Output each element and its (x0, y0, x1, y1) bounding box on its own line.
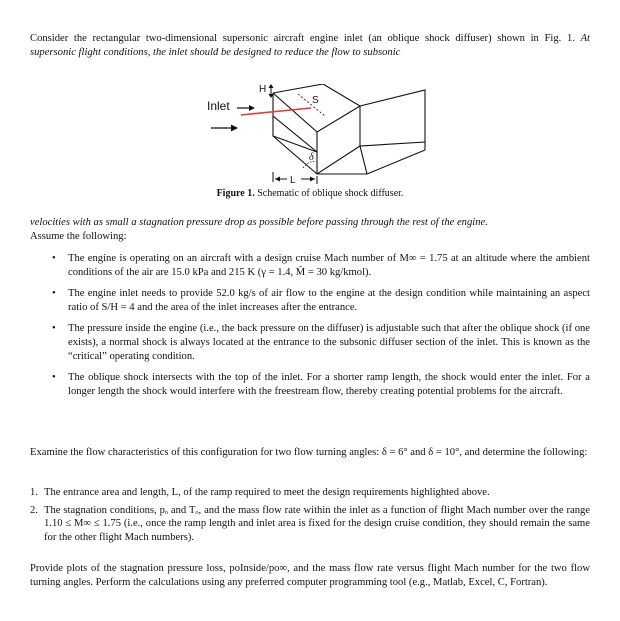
assumptions-list (30, 252, 590, 406)
assume-heading: Assume the following: (30, 230, 127, 242)
figure-caption-number: Figure 1. (216, 188, 255, 199)
bullet-icon: • (52, 323, 56, 335)
list-item (30, 504, 590, 545)
inlet-pointer-arrow-icon (237, 105, 255, 111)
assumption-text: The pressure inside the engine (i.e., the back pressure on the diffuser) is adjustable such that after the oblique shock (if one exists), a normal shock is always located at the entrance to the subsonic diffuser section of the inlet. This is known as the “critical” operating condition. (68, 323, 590, 362)
tasks-list (30, 486, 590, 548)
length-label: L (290, 175, 296, 184)
intro-paragraph (30, 32, 590, 59)
list-item (30, 322, 590, 363)
inflow-arrow-icon (211, 125, 238, 132)
task-number: 1. (30, 487, 38, 498)
continuation-italic-text: velocities with as small a stagnation pressure drop as possible before passing through the rest of the engine. (30, 217, 488, 228)
inlet-label: Inlet (207, 99, 230, 113)
list-item (30, 287, 590, 314)
bullet-icon: • (52, 372, 56, 384)
bullet-icon: • (52, 253, 56, 264)
bullet-icon: • (52, 288, 56, 300)
figure-caption (0, 187, 620, 201)
delta-label: δ (309, 152, 314, 163)
span-label: S (312, 95, 319, 106)
assumption-text: The engine inlet needs to provide 52.0 kg/s of air flow to the engine at the design condition while maintaining an aspect ratio of S/H = 4 and the area of the inlet increases after the entrance. (68, 288, 590, 313)
intro-text: Consider the rectangular two-dimensional supersonic aircraft engine inlet (an oblique shock diffuser) shown in Fig. 1. (30, 33, 581, 44)
examine-paragraph: Examine the flow characteristics of this configuration for two flow turning angles: δ = 6° and δ = 10°, and determine the following: (30, 447, 588, 458)
assumption-text: The engine is operating on an aircraft with a design cruise Mach number of M∞ = 1.75 at an altitude where the ambient conditions of the air are 15.0 kPa and 215 K (γ = 1.4, M̄ = 30 kg/kmol). (68, 253, 590, 278)
assumption-text: The oblique shock intersects with the top of the inlet. For a shorter ramp length, the shock would enter the inlet. For a longer length the shock would interfere with the freestream flow, thereby creating potential problems for the aircraft. (68, 372, 590, 397)
figure-caption-text: Schematic of oblique shock diffuser. (254, 188, 404, 199)
list-item (30, 371, 590, 398)
task-text: The stagnation conditions, pₒ and Tₒ, and the mass flow rate within the inlet as a function of flight Mach number over the range 1.10 ≤ M∞ ≤ 1.75 (i.e., once the ramp length and inlet area is fixed for the design cruise condition, they should remain the same for the other flight Mach numbers). (44, 504, 590, 543)
closing-paragraph: Provide plots of the stagnation pressure loss, poInside/po∞, and the mass flow rate versus flight Mach number for the two flow turning angles. Perform the calculations using any preferred computer programming tool (e.g., Matlab, Excel, C, Fortran). (30, 563, 590, 588)
intro-italic-text: At supersonic flight conditions, the inlet should be designed to reduce the flow to subsonic (30, 33, 590, 58)
list-item (30, 252, 590, 279)
list-item (30, 486, 590, 500)
diffuser-schematic (195, 84, 435, 184)
diffuser-body (273, 84, 425, 174)
task-number: 2. (30, 504, 38, 516)
continuation-paragraph (30, 216, 590, 243)
task-text: The entrance area and length, L, of the ramp required to meet the design requirements highlighted above. (44, 487, 490, 498)
height-label: H (259, 84, 267, 95)
figure-oblique-shock-diffuser (195, 84, 435, 184)
